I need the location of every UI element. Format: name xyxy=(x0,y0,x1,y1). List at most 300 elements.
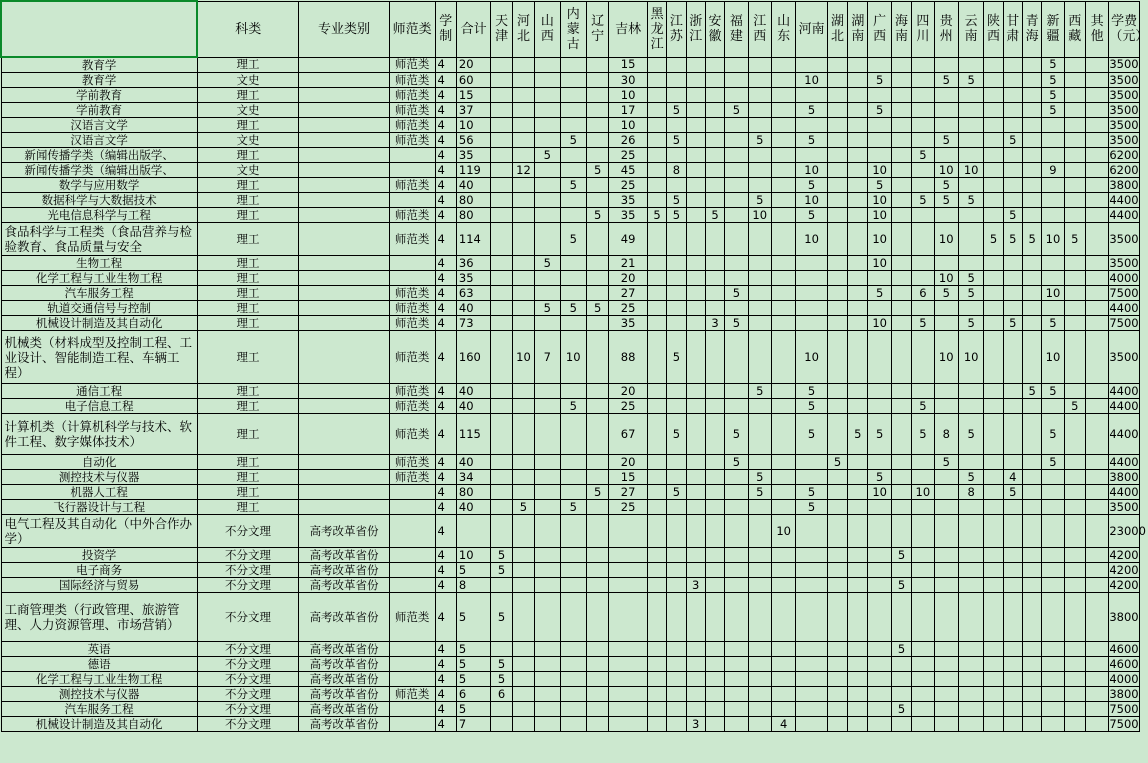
table-cell xyxy=(609,657,648,672)
table-cell xyxy=(1064,57,1085,73)
column-header: 云南 xyxy=(958,1,983,57)
table-cell xyxy=(1085,57,1108,73)
table-cell xyxy=(868,384,891,399)
table-cell xyxy=(667,286,686,301)
table-cell xyxy=(912,73,934,88)
table-cell xyxy=(686,485,705,500)
table-cell xyxy=(512,103,534,118)
table-cell xyxy=(705,223,724,256)
table-cell xyxy=(827,485,847,500)
table-cell xyxy=(1042,118,1064,133)
table-cell xyxy=(705,256,724,271)
table-cell: 师范类 xyxy=(389,208,435,223)
table-cell xyxy=(1022,717,1041,732)
table-cell xyxy=(958,301,983,316)
table-cell xyxy=(725,208,748,223)
column-header: 青海 xyxy=(1022,1,1041,57)
table-cell xyxy=(868,133,891,148)
table-cell: 10 xyxy=(796,163,828,178)
table-cell xyxy=(796,515,828,548)
table-cell xyxy=(1064,500,1085,515)
major-name-cell: 食品科学与工程类（食品营养与检验教育、食品质量与安全 xyxy=(1,223,197,256)
table-cell: 10 xyxy=(934,271,958,286)
table-cell xyxy=(560,208,586,223)
table-cell xyxy=(491,57,512,73)
column-header: 河北 xyxy=(512,1,534,57)
table-cell: 4 xyxy=(435,118,456,133)
table-cell: 34 xyxy=(456,470,491,485)
table-cell xyxy=(560,702,586,717)
table-cell: 67 xyxy=(609,414,648,455)
table-cell: 5 xyxy=(586,485,608,500)
tuition-cell: 3500 xyxy=(1109,331,1140,384)
table-cell xyxy=(705,178,724,193)
table-cell xyxy=(667,563,686,578)
table-cell: 5 xyxy=(725,286,748,301)
table-cell xyxy=(984,399,1003,414)
major-name-cell: 英语 xyxy=(1,642,197,657)
table-cell xyxy=(748,286,771,301)
table-cell: 师范类 xyxy=(389,399,435,414)
table-cell xyxy=(1064,414,1085,455)
table-cell xyxy=(912,578,934,593)
table-cell: 10 xyxy=(934,163,958,178)
table-cell xyxy=(1003,193,1022,208)
table-cell xyxy=(512,193,534,208)
table-cell xyxy=(560,687,586,702)
table-cell: 4 xyxy=(435,88,456,103)
table-cell xyxy=(1064,88,1085,103)
table-cell xyxy=(934,384,958,399)
table-cell xyxy=(535,717,560,732)
table-cell xyxy=(984,88,1003,103)
table-cell: 文史 xyxy=(197,133,299,148)
table-cell xyxy=(586,642,608,657)
table-cell xyxy=(586,548,608,563)
table-cell xyxy=(512,271,534,286)
table-cell xyxy=(705,57,724,73)
table-cell xyxy=(491,208,512,223)
table-cell: 10 xyxy=(560,331,586,384)
table-cell xyxy=(891,223,911,256)
table-cell: 4 xyxy=(771,717,795,732)
table-cell xyxy=(535,702,560,717)
table-cell xyxy=(535,316,560,331)
table-cell xyxy=(667,578,686,593)
table-cell xyxy=(647,500,666,515)
table-cell: 5 xyxy=(535,301,560,316)
table-cell: 5 xyxy=(1003,316,1022,331)
table-cell xyxy=(647,301,666,316)
table-cell: 理工 xyxy=(197,193,299,208)
table-cell xyxy=(958,578,983,593)
table-cell xyxy=(891,414,911,455)
table-cell xyxy=(299,208,389,223)
table-cell xyxy=(647,515,666,548)
table-cell xyxy=(868,271,891,286)
table-cell: 40 xyxy=(456,500,491,515)
major-name-cell: 机械类（材料成型及控制工程、工业设计、智能制造工程、车辆工程） xyxy=(1,331,197,384)
table-cell: 理工 xyxy=(197,316,299,331)
table-cell xyxy=(686,316,705,331)
table-cell: 8 xyxy=(456,578,491,593)
tuition-cell: 4400 xyxy=(1109,398,1139,413)
table-cell xyxy=(725,578,748,593)
column-header: 广西 xyxy=(868,1,891,57)
table-cell xyxy=(512,148,534,163)
table-cell: 4 xyxy=(435,642,456,657)
table-cell xyxy=(912,687,934,702)
table-cell: 理工 xyxy=(197,399,299,414)
table-cell: 师范类 xyxy=(389,103,435,118)
table-cell xyxy=(586,193,608,208)
table-cell: 5 xyxy=(891,578,911,593)
table-cell xyxy=(647,548,666,563)
table-cell xyxy=(647,133,666,148)
table-cell xyxy=(491,399,512,414)
table-cell xyxy=(934,470,958,485)
table-cell xyxy=(827,256,847,271)
table-cell xyxy=(771,208,795,223)
table-cell: 5 xyxy=(958,414,983,455)
table-cell xyxy=(868,593,891,642)
table-cell xyxy=(1003,103,1022,118)
table-cell: 理工 xyxy=(197,223,299,256)
table-cell xyxy=(647,455,666,470)
column-header: 海南 xyxy=(891,1,911,57)
table-cell xyxy=(299,73,389,88)
table-cell: 6 xyxy=(491,687,512,702)
table-cell xyxy=(686,331,705,384)
table-cell xyxy=(771,485,795,500)
table-cell xyxy=(891,563,911,578)
table-cell xyxy=(848,193,868,208)
table-cell: 5 xyxy=(560,301,586,316)
table-cell: 5 xyxy=(667,103,686,118)
table-cell xyxy=(891,57,911,73)
table-cell xyxy=(686,414,705,455)
column-header: 江苏 xyxy=(667,1,686,57)
table-cell xyxy=(1022,193,1041,208)
table-cell: 理工 xyxy=(197,271,299,286)
table-cell xyxy=(984,103,1003,118)
table-cell xyxy=(609,548,648,563)
table-cell xyxy=(1085,515,1108,548)
table-cell: 理工 xyxy=(197,331,299,384)
table-cell xyxy=(934,208,958,223)
table-cell xyxy=(512,73,534,88)
table-cell xyxy=(891,286,911,301)
table-cell xyxy=(891,331,911,384)
table-cell xyxy=(535,485,560,500)
table-cell xyxy=(958,223,983,256)
table-cell xyxy=(1085,178,1108,193)
table-cell: 10 xyxy=(1042,331,1064,384)
table-cell xyxy=(771,73,795,88)
header-row xyxy=(1,1,1140,57)
table-cell xyxy=(667,384,686,399)
table-cell: 4 xyxy=(435,384,456,399)
table-cell xyxy=(1042,702,1064,717)
table-cell: 35 xyxy=(609,193,648,208)
table-cell: 10 xyxy=(609,88,648,103)
table-cell xyxy=(586,702,608,717)
table-cell xyxy=(771,563,795,578)
table-cell xyxy=(1085,88,1108,103)
table-cell: 5 xyxy=(560,133,586,148)
table-cell xyxy=(984,414,1003,455)
table-cell: 4 xyxy=(435,57,456,73)
table-cell xyxy=(1022,563,1041,578)
table-cell xyxy=(647,286,666,301)
table-cell: 5 xyxy=(560,178,586,193)
table-cell xyxy=(1022,73,1041,88)
table-cell: 5 xyxy=(868,414,891,455)
table-cell xyxy=(827,57,847,73)
table-cell: 10 xyxy=(868,193,891,208)
table-cell xyxy=(491,256,512,271)
table-cell: 4 xyxy=(435,399,456,414)
table-cell xyxy=(1042,657,1064,672)
table-cell xyxy=(958,384,983,399)
table-cell xyxy=(796,593,828,642)
table-cell: 文史 xyxy=(197,73,299,88)
table-cell: 15 xyxy=(609,57,648,73)
table-cell xyxy=(771,657,795,672)
table-cell: 5 xyxy=(560,500,586,515)
table-cell xyxy=(560,256,586,271)
table-cell xyxy=(1003,301,1022,316)
table-cell xyxy=(827,286,847,301)
column-header: 专业类别 xyxy=(299,1,389,57)
table-cell xyxy=(725,88,748,103)
table-cell xyxy=(771,88,795,103)
table-cell: 15 xyxy=(456,88,491,103)
table-cell xyxy=(686,642,705,657)
table-cell: 4 xyxy=(435,223,456,256)
table-cell xyxy=(891,208,911,223)
table-cell xyxy=(771,687,795,702)
table-cell xyxy=(667,672,686,687)
table-cell: 师范类 xyxy=(389,133,435,148)
table-cell xyxy=(667,301,686,316)
tuition-cell: 3500 xyxy=(1109,102,1139,117)
table-cell xyxy=(912,103,934,118)
table-cell xyxy=(667,223,686,256)
table-cell xyxy=(827,384,847,399)
table-cell xyxy=(848,500,868,515)
table-cell xyxy=(827,593,847,642)
table-cell: 理工 xyxy=(197,178,299,193)
table-cell xyxy=(912,470,934,485)
table-cell: 5 xyxy=(796,500,828,515)
table-cell xyxy=(560,271,586,286)
table-cell xyxy=(686,702,705,717)
table-cell: 5 xyxy=(912,148,934,163)
table-cell xyxy=(848,88,868,103)
tuition-cell: 7500 xyxy=(1109,716,1139,731)
table-cell xyxy=(299,286,389,301)
table-cell xyxy=(299,148,389,163)
table-cell xyxy=(912,163,934,178)
table-cell xyxy=(686,593,705,642)
table-cell xyxy=(796,148,828,163)
table-cell: 理工 xyxy=(197,88,299,103)
table-cell xyxy=(667,593,686,642)
table-cell xyxy=(1064,578,1085,593)
table-cell xyxy=(389,485,435,500)
table-cell: 5 xyxy=(934,193,958,208)
table-cell xyxy=(771,223,795,256)
table-cell: 5 xyxy=(491,672,512,687)
table-cell: 7 xyxy=(456,717,491,732)
table-cell xyxy=(686,500,705,515)
table-cell: 5 xyxy=(796,414,828,455)
table-cell xyxy=(535,103,560,118)
major-name-cell: 电子信息工程 xyxy=(1,399,197,414)
table-cell xyxy=(647,57,666,73)
table-cell: 师范类 xyxy=(389,118,435,133)
table-cell xyxy=(848,399,868,414)
table-cell xyxy=(1085,657,1108,672)
table-cell xyxy=(1042,133,1064,148)
table-cell xyxy=(491,163,512,178)
table-cell xyxy=(299,384,389,399)
table-cell: 10 xyxy=(796,223,828,256)
table-cell xyxy=(891,301,911,316)
table-cell: 5 xyxy=(891,548,911,563)
table-cell: 不分文理 xyxy=(197,672,299,687)
table-cell: 师范类 xyxy=(389,73,435,88)
table-cell xyxy=(912,178,934,193)
table-cell xyxy=(771,399,795,414)
table-cell xyxy=(512,118,534,133)
table-cell xyxy=(686,118,705,133)
table-cell: 25 xyxy=(609,301,648,316)
table-cell: 5 xyxy=(1003,208,1022,223)
table-cell xyxy=(705,687,724,702)
table-cell xyxy=(686,193,705,208)
table-cell xyxy=(647,717,666,732)
table-cell xyxy=(725,687,748,702)
column-header: 山东 xyxy=(771,1,795,57)
table-cell: 不分文理 xyxy=(197,563,299,578)
table-cell xyxy=(771,672,795,687)
table-cell: 5 xyxy=(725,316,748,331)
table-cell xyxy=(647,103,666,118)
table-cell xyxy=(299,103,389,118)
table-cell: 115 xyxy=(456,414,491,455)
table-cell xyxy=(491,515,512,548)
table-cell: 4 xyxy=(435,470,456,485)
table-cell xyxy=(299,88,389,103)
table-cell xyxy=(1042,500,1064,515)
table-cell xyxy=(771,256,795,271)
table-cell xyxy=(586,223,608,256)
table-cell xyxy=(560,455,586,470)
table-cell xyxy=(586,148,608,163)
table-cell xyxy=(827,563,847,578)
major-name-cell: 新闻传播学类（编辑出版学、 xyxy=(1,163,197,178)
table-cell xyxy=(299,399,389,414)
table-cell xyxy=(586,88,608,103)
table-cell xyxy=(984,271,1003,286)
table-cell xyxy=(796,563,828,578)
table-cell: 114 xyxy=(456,223,491,256)
table-cell xyxy=(647,578,666,593)
table-cell: 56 xyxy=(456,133,491,148)
table-row xyxy=(1,515,1140,548)
table-cell xyxy=(705,286,724,301)
table-cell xyxy=(958,672,983,687)
table-cell xyxy=(958,702,983,717)
table-cell xyxy=(1022,208,1041,223)
table-cell xyxy=(535,687,560,702)
table-cell xyxy=(827,163,847,178)
table-cell: 10 xyxy=(868,316,891,331)
table-cell xyxy=(827,657,847,672)
table-cell xyxy=(748,515,771,548)
table-cell: 5 xyxy=(667,193,686,208)
table-cell xyxy=(827,642,847,657)
table-cell xyxy=(1022,118,1041,133)
table-cell: 21 xyxy=(609,256,648,271)
table-cell xyxy=(586,414,608,455)
table-cell xyxy=(848,687,868,702)
table-cell: 4 xyxy=(435,563,456,578)
table-cell xyxy=(647,271,666,286)
major-name-cell: 数学与应用数学 xyxy=(1,178,197,193)
table-cell xyxy=(1022,256,1041,271)
table-cell xyxy=(725,331,748,384)
table-cell xyxy=(796,687,828,702)
table-cell: 8 xyxy=(958,485,983,500)
table-cell xyxy=(647,148,666,163)
column-header: 湖北 xyxy=(827,1,847,57)
table-cell xyxy=(848,208,868,223)
table-cell xyxy=(827,578,847,593)
tuition-cell: 3500 xyxy=(1109,72,1139,87)
table-cell xyxy=(586,118,608,133)
table-cell: 5 xyxy=(725,103,748,118)
table-cell xyxy=(748,717,771,732)
table-cell xyxy=(1064,193,1085,208)
table-cell xyxy=(827,148,847,163)
table-cell xyxy=(609,687,648,702)
table-cell: 49 xyxy=(609,223,648,256)
table-cell: 30 xyxy=(609,73,648,88)
table-cell: 5 xyxy=(958,193,983,208)
table-cell xyxy=(891,73,911,88)
table-cell xyxy=(725,118,748,133)
table-cell: 5 xyxy=(934,133,958,148)
table-cell xyxy=(667,178,686,193)
table-cell xyxy=(299,470,389,485)
table-cell xyxy=(848,515,868,548)
table-cell xyxy=(748,256,771,271)
table-cell xyxy=(748,399,771,414)
table-cell xyxy=(771,118,795,133)
table-cell xyxy=(560,88,586,103)
table-cell xyxy=(984,717,1003,732)
table-cell xyxy=(491,88,512,103)
table-cell xyxy=(560,384,586,399)
table-cell: 师范类 xyxy=(389,593,435,642)
table-cell xyxy=(827,399,847,414)
table-cell xyxy=(1042,515,1064,548)
table-cell xyxy=(512,702,534,717)
table-cell xyxy=(1064,118,1085,133)
